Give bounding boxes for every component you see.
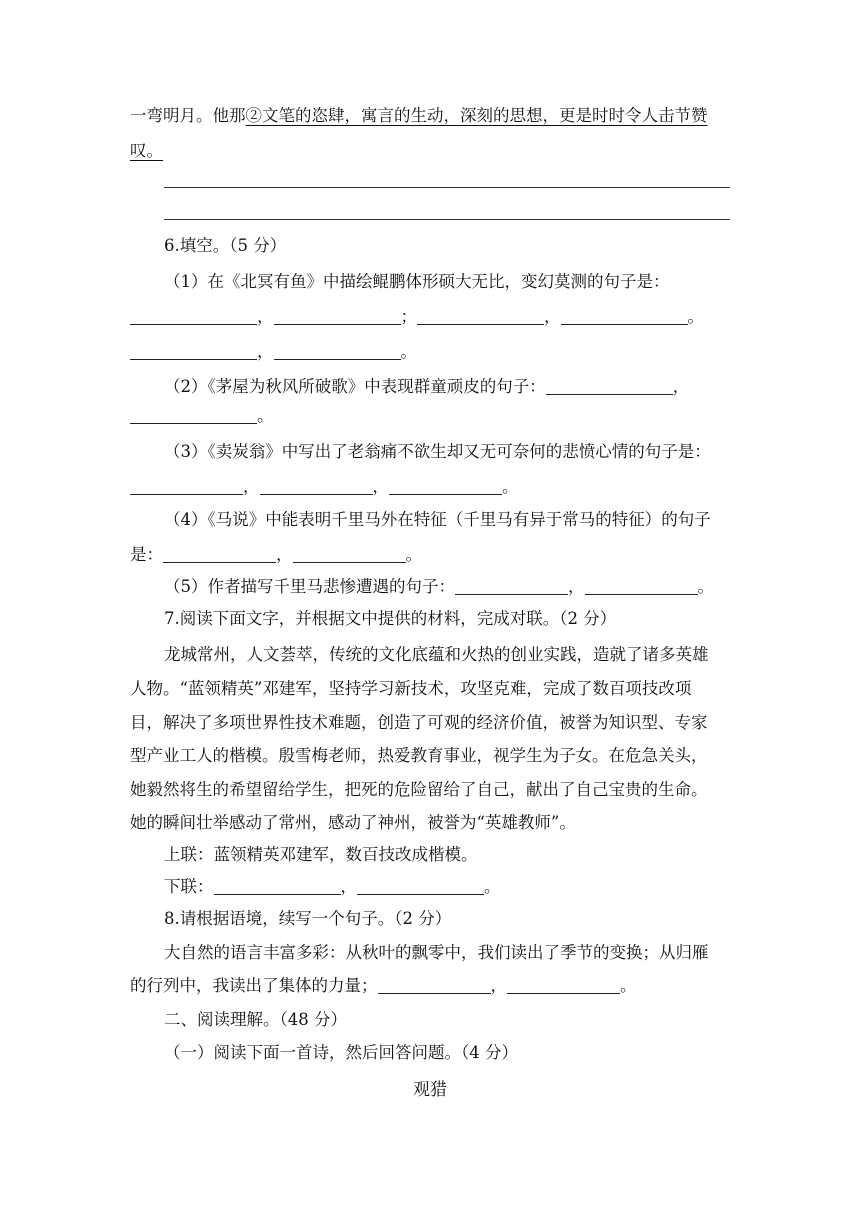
punct: ， bbox=[340, 877, 357, 896]
blank[interactable] bbox=[130, 476, 243, 495]
q6-item3: （3）《卖炭翁》中写出了老翁痛不欲生却又无可奈何的悲愤心情的句子是： bbox=[164, 442, 711, 461]
q5-line1 bbox=[130, 104, 730, 128]
punct: ， bbox=[490, 976, 507, 995]
q7-passage-line: 龙城常州，人文荟萃，传统的文化底蕴和火热的创业实践，造就了诸多英雄 bbox=[164, 645, 709, 664]
punct: 。 bbox=[400, 342, 417, 361]
punct: 。 bbox=[687, 307, 704, 326]
q7-passage-line: 目，解决了多项世界性技术难题，创造了可观的经济价值，被誉为知识型、专家 bbox=[130, 713, 708, 732]
punct: ； bbox=[400, 307, 417, 326]
punct: ， bbox=[243, 477, 260, 496]
section2-sub1: （一）阅读下面一首诗，然后回答问题。（4 分） bbox=[164, 1043, 518, 1062]
blank[interactable] bbox=[130, 341, 257, 360]
q7-lower-couplet bbox=[164, 875, 730, 899]
q7-passage-line: 人物。“蓝领精英”邓建军，坚持学习新技术，攻坚克难，完成了数百项技改项 bbox=[130, 679, 692, 698]
answer-line-1[interactable] bbox=[164, 187, 730, 188]
q5-underlined-text-2: 叹。 bbox=[130, 141, 163, 160]
blank[interactable] bbox=[561, 306, 688, 325]
punct: 。 bbox=[502, 477, 519, 496]
q8-heading: 8.请根据语境，续写一个句子。（2 分） bbox=[164, 909, 452, 928]
punct: 。 bbox=[257, 406, 274, 425]
q7-heading: 7.阅读下面文字，并根据文中提供的材料，完成对联。（2 分） bbox=[164, 609, 617, 628]
blank[interactable] bbox=[507, 975, 620, 994]
blank[interactable] bbox=[389, 476, 502, 495]
blank[interactable] bbox=[274, 341, 401, 360]
q7-passage-line: 她的瞬间壮举感动了常州，感动了神州，被誉为“英雄教师”。 bbox=[130, 813, 576, 832]
blank[interactable] bbox=[455, 576, 568, 595]
q8-context-line: 大自然的语言丰富多彩：从秋叶的飘零中，我们读出了季节的变换；从归雁 bbox=[164, 943, 709, 962]
section2-heading: 二、阅读理解。（48 分） bbox=[164, 1010, 347, 1029]
blank[interactable] bbox=[417, 306, 544, 325]
punct: ， bbox=[257, 342, 274, 361]
blank[interactable] bbox=[214, 876, 341, 895]
q8-text: 的行列中，我读出了集体的力量； bbox=[130, 976, 378, 995]
punct: 。 bbox=[697, 577, 714, 596]
q5-marker: ② bbox=[245, 106, 262, 125]
q6-item3-blanks bbox=[130, 475, 730, 499]
blank[interactable] bbox=[260, 476, 373, 495]
q6-item2-blanks bbox=[130, 404, 730, 428]
punct: ， bbox=[257, 307, 274, 326]
q7-passage-line: 她毅然将生的希望留给学生，把死的危险留给了自己，献出了自己宝贵的生命。 bbox=[130, 780, 708, 799]
q5-line2 bbox=[130, 139, 730, 163]
blank[interactable] bbox=[546, 376, 673, 395]
q6-item4-blanks bbox=[130, 543, 730, 567]
q6-item2-text: （2）《茅屋为秋风所破歌》中表现群童顽皮的句子： bbox=[164, 377, 546, 396]
blank[interactable] bbox=[130, 306, 257, 325]
blank[interactable] bbox=[130, 405, 257, 424]
q7-lower-prefix: 下联： bbox=[164, 877, 214, 896]
punct: 。 bbox=[484, 877, 501, 896]
punct: ， bbox=[672, 377, 690, 396]
q6-item5 bbox=[164, 575, 730, 599]
punct: 。 bbox=[405, 545, 422, 564]
q6-item4: （4）《马说》中能表明千里马外在特征（千里马有异于常马的特征）的句子 bbox=[164, 510, 711, 529]
blank[interactable] bbox=[293, 544, 406, 563]
blank[interactable] bbox=[585, 576, 698, 595]
blank[interactable] bbox=[274, 306, 401, 325]
punct: ， bbox=[544, 307, 561, 326]
q6-item1-blanks-a bbox=[130, 305, 730, 329]
punct: 。 bbox=[620, 976, 637, 995]
answer-line-2[interactable] bbox=[164, 219, 730, 220]
q6-heading: 6.填空。（5 分） bbox=[164, 236, 287, 255]
blank[interactable] bbox=[357, 876, 484, 895]
q8-context-line-2 bbox=[130, 974, 730, 998]
q6-item4-prefix: 是： bbox=[130, 545, 163, 564]
punct: ， bbox=[568, 577, 585, 596]
q6-item1: （1）在《北冥有鱼》中描绘鲲鹏体形硕大无比，变幻莫测的句子是： bbox=[164, 272, 670, 291]
q6-item2 bbox=[164, 375, 730, 399]
blank[interactable] bbox=[378, 975, 491, 994]
punct: ， bbox=[276, 545, 293, 564]
blank[interactable] bbox=[163, 544, 276, 563]
q7-passage-line: 型产业工人的楷模。殷雪梅老师，热爱教育事业，视学生为子女。在危急关头， bbox=[130, 746, 708, 765]
q5-underlined-text: 文笔的恣肆，寓言的生动，深刻的思想，更是时时令人击节赞 bbox=[262, 106, 708, 125]
q6-item1-blanks-b bbox=[130, 340, 730, 364]
punct: ， bbox=[372, 477, 389, 496]
q6-item5-text: （5）作者描写千里马悲惨遭遇的句子： bbox=[164, 577, 455, 596]
q5-text: 一弯明月。他那 bbox=[130, 106, 246, 125]
poem-title: 观猎 bbox=[413, 1080, 447, 1100]
q7-upper-couplet: 上联：蓝领精英邓建军，数百技改成楷模。 bbox=[164, 845, 478, 864]
